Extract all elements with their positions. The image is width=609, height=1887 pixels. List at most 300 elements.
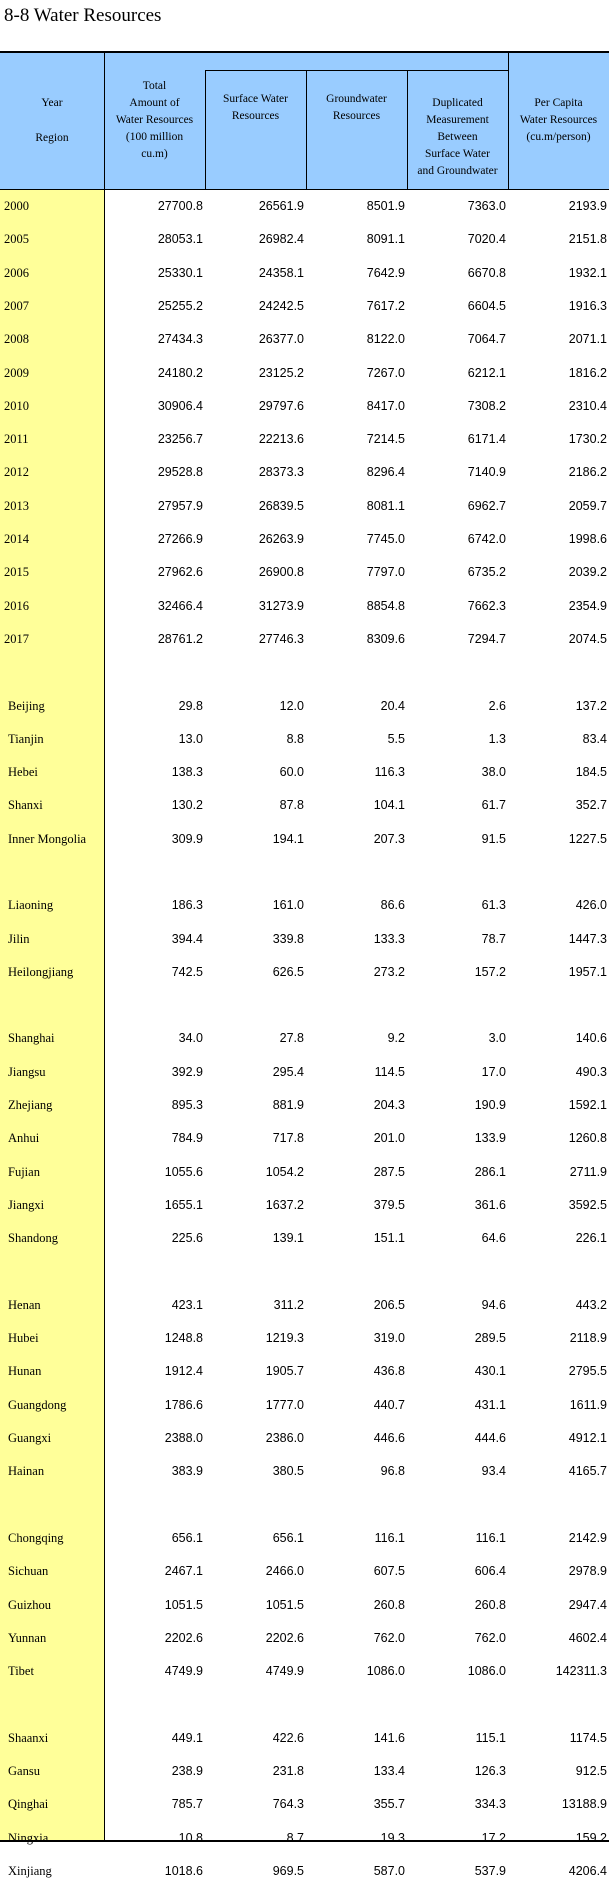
header-per-capita: [508, 52, 609, 189]
total-cell: 1912.4: [164, 1364, 203, 1378]
row-label: Heilongjiang: [8, 965, 74, 979]
table-row: [0, 1555, 609, 1587]
row-label: 2015: [4, 565, 29, 579]
groundwater-cell: 207.3: [373, 832, 405, 846]
surface-cell: 60.0: [279, 765, 304, 779]
table-row: [0, 357, 609, 389]
surface-cell: 717.8: [272, 1131, 304, 1145]
surface-cell: 8.7: [286, 1831, 304, 1845]
duplicated-cell: 17.0: [481, 1065, 506, 1079]
total-cell: 27700.8: [157, 199, 203, 213]
surface-cell: 1051.5: [265, 1598, 304, 1612]
table-row: [0, 1589, 609, 1621]
per-capita-cell: 2711.9: [569, 1165, 607, 1179]
row-label: 2016: [4, 599, 29, 613]
table-row: [0, 1355, 609, 1387]
row-label: 2013: [4, 499, 29, 513]
table-row: [0, 1322, 609, 1354]
duplicated-cell: 38.0: [481, 765, 506, 779]
surface-cell: 29797.6: [258, 399, 304, 413]
total-cell: 29.8: [178, 699, 203, 713]
total-cell: 1655.1: [164, 1198, 203, 1212]
table-row: [0, 690, 609, 722]
groundwater-cell: 19.3: [380, 1831, 405, 1845]
table-row: [0, 1056, 609, 1088]
total-cell: 24180.2: [157, 366, 203, 380]
total-cell: 895.3: [171, 1098, 203, 1112]
column-divider: [508, 52, 509, 190]
total-cell: 1786.6: [164, 1398, 203, 1412]
duplicated-cell: 7308.2: [467, 399, 506, 413]
table-row: [0, 1655, 609, 1687]
row-label: Sichuan: [8, 1564, 49, 1578]
row-label: Qinghai: [8, 1797, 49, 1811]
surface-cell: 339.8: [272, 932, 304, 946]
duplicated-cell: 6604.5: [467, 299, 506, 313]
table-row: [0, 1222, 609, 1254]
total-cell: 34.0: [178, 1031, 203, 1045]
per-capita-cell: 2151.8: [568, 232, 607, 246]
row-label: Yunnan: [8, 1631, 47, 1645]
surface-cell: 26561.9: [258, 199, 304, 213]
duplicated-cell: 7020.4: [467, 232, 506, 246]
per-capita-cell: 142311.3: [555, 1664, 607, 1678]
duplicated-cell: 6670.8: [467, 266, 506, 280]
duplicated-cell: 64.6: [481, 1231, 506, 1245]
header-line: Surface Water: [425, 148, 490, 160]
surface-cell: 656.1: [272, 1531, 304, 1545]
groundwater-cell: 379.5: [373, 1198, 405, 1212]
surface-cell: 139.1: [272, 1231, 304, 1245]
table-row: [0, 523, 609, 555]
groundwater-cell: 201.0: [373, 1131, 405, 1145]
groundwater-cell: 8296.4: [366, 465, 405, 479]
total-cell: 394.4: [171, 932, 203, 946]
surface-cell: 26377.0: [258, 332, 304, 346]
groundwater-cell: 440.7: [373, 1398, 405, 1412]
groundwater-cell: 8081.1: [366, 499, 405, 513]
surface-cell: 12.0: [279, 699, 304, 713]
duplicated-cell: 91.5: [481, 832, 506, 846]
table-row: [0, 1755, 609, 1787]
table-row: [0, 889, 609, 921]
groundwater-cell: 607.5: [373, 1564, 405, 1578]
total-cell: 656.1: [171, 1531, 203, 1545]
header-duplicated: [407, 70, 508, 189]
surface-cell: 1637.2: [265, 1198, 304, 1212]
groundwater-cell: 116.3: [374, 765, 405, 779]
total-cell: 309.9: [171, 832, 203, 846]
row-label: Beijing: [8, 699, 45, 713]
header-surface: [205, 70, 306, 189]
table-row: [0, 556, 609, 588]
table-top-rule: [0, 51, 609, 53]
total-cell: 225.6: [171, 1231, 203, 1245]
per-capita-cell: 2978.9: [568, 1564, 607, 1578]
groundwater-cell: 151.1: [373, 1231, 405, 1245]
header-line: and Groundwater: [417, 165, 498, 177]
groundwater-cell: 273.2: [373, 965, 405, 979]
duplicated-cell: 289.5: [474, 1331, 506, 1345]
groundwater-cell: 8854.8: [366, 599, 405, 613]
groundwater-cell: 114.5: [374, 1065, 405, 1079]
row-label: 2009: [4, 366, 29, 380]
table-row: [0, 1788, 609, 1820]
table-row: [0, 390, 609, 422]
table-row: [0, 1622, 609, 1654]
duplicated-cell: 431.1: [474, 1398, 506, 1412]
groundwater-cell: 8309.6: [366, 632, 405, 646]
groundwater-cell: 436.8: [373, 1364, 405, 1378]
row-label: Guangxi: [8, 1431, 52, 1445]
table-row: [0, 490, 609, 522]
duplicated-cell: 606.4: [474, 1564, 506, 1578]
column-divider: [205, 70, 206, 190]
per-capita-cell: 2193.9: [568, 199, 607, 213]
per-capita-cell: 83.4: [582, 732, 607, 746]
duplicated-cell: 7064.7: [467, 332, 506, 346]
duplicated-cell: 361.6: [474, 1198, 506, 1212]
surface-cell: 22213.6: [258, 432, 304, 446]
surface-cell: 31273.9: [258, 599, 304, 613]
row-label: Zhejiang: [8, 1098, 53, 1112]
header-line: Resources: [332, 110, 381, 122]
table-row: [0, 1422, 609, 1454]
surface-cell: 881.9: [272, 1098, 304, 1112]
per-capita-cell: 1998.6: [568, 532, 607, 546]
duplicated-cell: 7662.3: [467, 599, 506, 613]
table-row: [0, 823, 609, 855]
groundwater-cell: 133.4: [373, 1764, 405, 1778]
row-label: Shaanxi: [8, 1731, 49, 1745]
per-capita-cell: 1592.1: [568, 1098, 607, 1112]
per-capita-cell: 1174.5: [569, 1731, 607, 1745]
row-label: 2008: [4, 332, 29, 346]
table-row: [0, 1722, 609, 1754]
row-label: 2000: [4, 199, 29, 213]
duplicated-cell: 115.1: [475, 1731, 506, 1745]
duplicated-cell: 7140.9: [467, 465, 506, 479]
per-capita-cell: 2947.4: [568, 1598, 607, 1612]
duplicated-cell: 6171.4: [467, 432, 506, 446]
groundwater-cell: 206.5: [373, 1298, 405, 1312]
total-cell: 2202.6: [164, 1631, 203, 1645]
region-label: Region: [35, 131, 69, 144]
surface-cell: 311.2: [273, 1298, 304, 1312]
total-cell: 784.9: [171, 1131, 203, 1145]
duplicated-cell: 157.2: [474, 965, 506, 979]
total-cell: 27957.9: [157, 499, 203, 513]
row-label: 2014: [4, 532, 29, 546]
table-row: [0, 590, 609, 622]
total-cell: 30906.4: [157, 399, 203, 413]
per-capita-cell: 159.2: [575, 1831, 607, 1845]
per-capita-cell: 1916.3: [568, 299, 607, 313]
total-cell: 138.3: [171, 765, 203, 779]
row-label: Xinjiang: [8, 1864, 52, 1878]
table-row: [0, 456, 609, 488]
total-cell: 449.1: [171, 1731, 203, 1745]
per-capita-cell: 1816.2: [568, 366, 607, 380]
surface-cell: 24358.1: [258, 266, 304, 280]
table-row: [0, 1022, 609, 1054]
row-label: Shanxi: [8, 798, 43, 812]
total-cell: 23256.7: [157, 432, 203, 446]
total-cell: 1248.8: [164, 1331, 203, 1345]
row-label: 2012: [4, 465, 29, 479]
header-line: Groundwater: [326, 93, 387, 105]
total-cell: 13.0: [178, 732, 203, 746]
total-cell: 2388.0: [164, 1431, 203, 1445]
row-label: Guangdong: [8, 1398, 67, 1412]
per-capita-cell: 2142.9: [568, 1531, 607, 1545]
total-cell: 130.2: [171, 798, 203, 812]
per-capita-cell: 1932.1: [568, 266, 607, 280]
duplicated-cell: 61.7: [481, 798, 506, 812]
column-divider: [407, 70, 408, 190]
header-line: Surface Water: [223, 93, 288, 105]
duplicated-cell: 93.4: [481, 1464, 506, 1478]
row-label: Fujian: [8, 1165, 40, 1179]
groundwater-cell: 86.6: [380, 898, 405, 912]
per-capita-cell: 4165.7: [568, 1464, 607, 1478]
table-row: [0, 1455, 609, 1487]
duplicated-cell: 6212.1: [467, 366, 506, 380]
surface-cell: 626.5: [272, 965, 304, 979]
surface-cell: 8.8: [286, 732, 304, 746]
duplicated-cell: 537.9: [474, 1864, 506, 1878]
surface-cell: 24242.5: [258, 299, 304, 313]
duplicated-cell: 2.6: [488, 699, 506, 713]
surface-cell: 23125.2: [258, 366, 304, 380]
row-label: Jiangxi: [8, 1198, 45, 1212]
duplicated-cell: 17.2: [481, 1831, 506, 1845]
header-line: Water Resources: [115, 114, 194, 126]
table-row: [0, 723, 609, 755]
table-row: [0, 1389, 609, 1421]
duplicated-cell: 6962.7: [467, 499, 506, 513]
groundwater-cell: 8417.0: [366, 399, 405, 413]
groundwater-cell: 104.1: [373, 798, 405, 812]
groundwater-cell: 141.6: [373, 1731, 405, 1745]
surface-cell: 28373.3: [258, 465, 304, 479]
duplicated-cell: 126.3: [474, 1764, 506, 1778]
groundwater-cell: 5.5: [387, 732, 405, 746]
surface-cell: 1219.3: [265, 1331, 304, 1345]
total-cell: 10.8: [178, 1831, 203, 1845]
row-label: Shandong: [8, 1231, 58, 1245]
per-capita-cell: 2354.9: [568, 599, 607, 613]
groundwater-cell: 7617.2: [366, 299, 405, 313]
per-capita-cell: 4912.1: [568, 1431, 607, 1445]
row-label: 2017: [4, 632, 29, 646]
surface-cell: 2466.0: [265, 1564, 304, 1578]
row-label: Tianjin: [8, 732, 44, 746]
total-cell: 28053.1: [157, 232, 203, 246]
duplicated-cell: 61.3: [481, 898, 506, 912]
table-row: [0, 923, 609, 955]
groundwater-cell: 20.4: [380, 699, 405, 713]
row-label: Ningxia: [8, 1831, 49, 1845]
surface-cell: 27.8: [279, 1031, 304, 1045]
row-label: Guizhou: [8, 1598, 52, 1612]
groundwater-cell: 7745.0: [366, 532, 405, 546]
header-total: [104, 52, 205, 189]
page-title: 8-8 Water Resources: [4, 5, 162, 26]
duplicated-cell: 1.3: [488, 732, 506, 746]
table-row: [0, 956, 609, 988]
per-capita-cell: 1447.3: [568, 932, 607, 946]
row-label: Anhui: [8, 1131, 40, 1145]
header-line: Resources: [231, 110, 280, 122]
duplicated-cell: 334.3: [474, 1797, 506, 1811]
table-row: [0, 1289, 609, 1321]
table-row: [0, 223, 609, 255]
header-line: Amount of: [129, 97, 180, 109]
per-capita-cell: 140.6: [575, 1031, 607, 1045]
per-capita-cell: 490.3: [575, 1065, 607, 1079]
total-cell: 742.5: [171, 965, 203, 979]
year-region-header: [0, 52, 104, 189]
table-row: [0, 1122, 609, 1154]
row-label: Hunan: [8, 1364, 42, 1378]
row-label: Shanghai: [8, 1031, 55, 1045]
duplicated-cell: 7294.7: [467, 632, 506, 646]
table-row: [0, 1156, 609, 1188]
row-label: Jilin: [8, 932, 30, 946]
duplicated-cell: 78.7: [481, 932, 506, 946]
row-label: 2005: [4, 232, 29, 246]
groundwater-cell: 8501.9: [366, 199, 405, 213]
surface-cell: 26900.8: [258, 565, 304, 579]
total-cell: 1055.6: [164, 1165, 203, 1179]
per-capita-cell: 2074.5: [568, 632, 607, 646]
per-capita-cell: 184.5: [575, 765, 607, 779]
total-cell: 32466.4: [157, 599, 203, 613]
subheader-rule: [205, 70, 508, 71]
row-label: Tibet: [8, 1664, 34, 1678]
duplicated-cell: 133.9: [474, 1131, 506, 1145]
table-row: [0, 1855, 609, 1887]
per-capita-cell: 352.7: [575, 798, 607, 812]
surface-cell: 1905.7: [265, 1364, 304, 1378]
row-label: 2007: [4, 299, 29, 313]
groundwater-cell: 204.3: [373, 1098, 405, 1112]
duplicated-cell: 1086.0: [467, 1664, 506, 1678]
per-capita-cell: 2186.2: [568, 465, 607, 479]
row-label: Hebei: [8, 765, 38, 779]
groundwater-cell: 7267.0: [366, 366, 405, 380]
header-line: Water Resources: [519, 114, 598, 126]
per-capita-cell: 4206.4: [568, 1864, 607, 1878]
per-capita-cell: 137.2: [575, 699, 607, 713]
groundwater-cell: 1086.0: [366, 1664, 405, 1678]
groundwater-cell: 8091.1: [366, 232, 405, 246]
duplicated-cell: 260.8: [474, 1598, 506, 1612]
header-line: Duplicated: [432, 97, 483, 109]
row-label: 2011: [4, 432, 29, 446]
groundwater-cell: 587.0: [373, 1864, 405, 1878]
row-label: Chongqing: [8, 1531, 64, 1545]
per-capita-cell: 2039.2: [568, 565, 607, 579]
table-row: [0, 1189, 609, 1221]
row-label: 2006: [4, 266, 29, 280]
total-cell: 423.1: [171, 1298, 203, 1312]
duplicated-cell: 190.9: [474, 1098, 506, 1112]
total-cell: 1018.6: [164, 1864, 203, 1878]
groundwater-cell: 7214.5: [366, 432, 405, 446]
total-cell: 27266.9: [157, 532, 203, 546]
surface-cell: 161.0: [272, 898, 304, 912]
surface-cell: 969.5: [272, 1864, 304, 1878]
table-row: [0, 323, 609, 355]
duplicated-cell: 6742.0: [467, 532, 506, 546]
surface-cell: 764.3: [272, 1797, 304, 1811]
surface-cell: 231.8: [272, 1764, 304, 1778]
groundwater-cell: 446.6: [373, 1431, 405, 1445]
per-capita-cell: 1957.1: [568, 965, 607, 979]
total-cell: 4749.9: [164, 1664, 203, 1678]
groundwater-cell: 260.8: [373, 1598, 405, 1612]
per-capita-cell: 1227.5: [568, 832, 607, 846]
row-label: 2010: [4, 399, 29, 413]
per-capita-cell: 1260.8: [568, 1131, 607, 1145]
per-capita-cell: 443.2: [575, 1298, 607, 1312]
total-cell: 29528.8: [157, 465, 203, 479]
total-cell: 186.3: [171, 898, 203, 912]
header-line: Between: [437, 131, 478, 143]
per-capita-cell: 2118.9: [569, 1331, 607, 1345]
total-cell: 27962.6: [157, 565, 203, 579]
row-label: Gansu: [8, 1764, 40, 1778]
surface-cell: 1054.2: [265, 1165, 304, 1179]
total-cell: 392.9: [171, 1065, 203, 1079]
groundwater-cell: 133.3: [373, 932, 405, 946]
per-capita-cell: 2795.5: [568, 1364, 607, 1378]
table-row: [0, 756, 609, 788]
header-line: (cu.m/person): [526, 131, 591, 143]
surface-cell: 295.4: [272, 1065, 304, 1079]
row-label: Jiangsu: [8, 1065, 46, 1079]
duplicated-cell: 116.1: [475, 1531, 506, 1545]
surface-cell: 422.6: [272, 1731, 304, 1745]
surface-cell: 4749.9: [265, 1664, 304, 1678]
groundwater-cell: 8122.0: [366, 332, 405, 346]
header-line: Measurement: [426, 114, 489, 126]
per-capita-cell: 426.0: [575, 898, 607, 912]
table-row: [0, 1822, 609, 1854]
groundwater-cell: 287.5: [373, 1165, 405, 1179]
per-capita-cell: 2310.4: [568, 399, 607, 413]
total-cell: 25255.2: [157, 299, 203, 313]
header-line: cu.m): [141, 148, 168, 160]
per-capita-cell: 13188.9: [561, 1797, 607, 1811]
total-cell: 383.9: [171, 1464, 203, 1478]
surface-cell: 27746.3: [258, 632, 304, 646]
per-capita-cell: 3592.5: [568, 1198, 607, 1212]
total-cell: 2467.1: [164, 1564, 203, 1578]
table-row: [0, 257, 609, 289]
header-groundwater: [306, 70, 407, 189]
duplicated-cell: 3.0: [488, 1031, 506, 1045]
total-cell: 28761.2: [157, 632, 203, 646]
row-label: Hubei: [8, 1331, 39, 1345]
per-capita-cell: 1611.9: [569, 1398, 607, 1412]
total-cell: 238.9: [171, 1764, 203, 1778]
row-label: Hainan: [8, 1464, 45, 1478]
surface-cell: 26263.9: [258, 532, 304, 546]
row-label: Liaoning: [8, 898, 54, 912]
